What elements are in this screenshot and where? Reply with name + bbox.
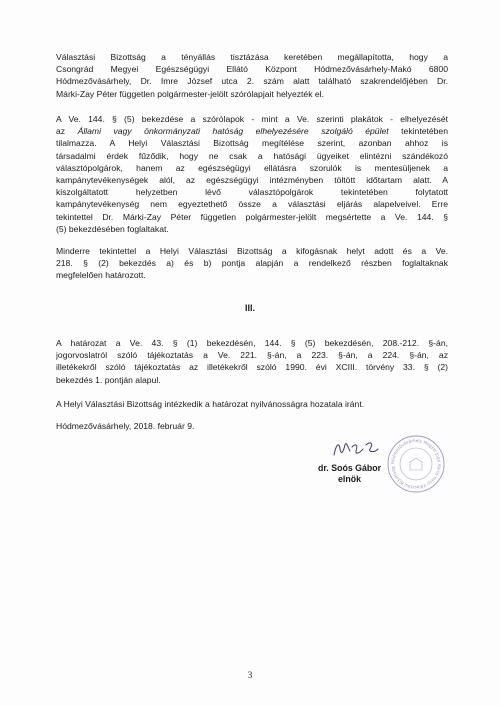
text-line: társadalmi érdek fűződik, hogy ne csak a hatósági ügyeiket elintézni szándékozó <box>56 150 448 161</box>
text-line: A határozat a Ve. 43. § (1) bekezdésén, 144. § (5) bekezdésén, 208.-212. §-án, <box>56 338 448 348</box>
text-line: kampánytevékenységek alól, az egészségügyi intézményben töltött időtartam alatt. A <box>56 175 448 186</box>
text-fragment: tekintetében <box>388 126 448 137</box>
text-line: Csongrád Megyei Egészségügyi Ellátó Központ Hódmezővásárhely-Makó 6800 <box>56 64 448 75</box>
paragraph-legal-reasoning <box>56 113 448 235</box>
page-number: 3 <box>247 670 253 680</box>
text-line: A Helyi Választási Bizottság intézkedik a határozat nyilvánosságra hozatala iránt. <box>56 399 365 409</box>
text-fragment: az <box>56 126 78 137</box>
paragraph-publication <box>56 398 448 410</box>
text-line: bekezdés 1. pontján alapul. <box>56 374 161 385</box>
text-line-with-italic <box>56 125 448 137</box>
text-line: kampánytevékenység nem egyeztethető össze a választási eljárás alapelveivel. Erre <box>56 199 448 210</box>
signatory-name: dr. Soós Gábor <box>318 463 382 473</box>
text-line: illetékekről szóló tájékoztatás az illetékekről szóló 1990. évi XCIII. törvény 33. § (2) <box>56 362 448 373</box>
text-line: tekintettel Dr. Márki-Zay Péter független polgármester-jelölt megsértette a Ve. 144. § <box>56 211 448 222</box>
paragraph-findings <box>56 51 448 100</box>
text-line: (5) bekezdésében foglaltakat. <box>56 223 169 234</box>
place-date: Hódmezővásárhely, 2018. február 9. <box>56 421 195 431</box>
signatory-block <box>318 463 381 485</box>
text-line: kiszolgáltatott helyzetben lévő választópolgárok tekintetében folytatott <box>56 187 448 198</box>
text-line: 218. § (2) bekezdés a) és b) pontja alapján a rendelkező részben foglaltaknak <box>56 258 448 269</box>
text-line: megfelelően határozott. <box>56 270 146 281</box>
official-stamp <box>386 434 446 494</box>
signatory-title: elnök <box>338 474 362 484</box>
paragraph-conclusion <box>56 245 448 282</box>
text-line: jogorvoslatról szóló tájékoztatás a Ve. 221. §-án, a 223. §-án, a 224. §-án, az <box>56 350 448 361</box>
text-line: A Ve. 144. § (5) bekezdése a szórólapok - mint a Ve. szerinti plakátok - elhelyezését <box>56 114 448 124</box>
text-line: választópolgárok, hanem az egészségügyi ellátásra szorulók is mentesüljenek a <box>56 162 448 173</box>
text-line: Márki-Zay Péter független polgármester-jelölt szórólapjait helyezték el. <box>56 88 324 99</box>
text-line: Hódmezővásárhely, Dr. Imre József utca 2. szám alatt található szakrendelőjében Dr. <box>56 76 448 87</box>
text-line: Minderre tekintettel a Helyi Választási Bizottság a kifogásnak helyt adott és a Ve. <box>56 246 448 256</box>
text-line: tilalmazza. A Helyi Választási Bizottság megítélése szerint, azonban ahhoz is <box>56 138 448 149</box>
text-line: Választási Bizottság a tényállás tisztázása keretében megállapította, hogy a <box>56 52 448 62</box>
italic-quote: Állami vagy önkormányzati hatóság elhelyezésére szolgáló épület <box>77 126 389 137</box>
paragraph-legal-basis <box>56 337 448 386</box>
stamp-text: Hódmezővásárhely Megyei Jogú Város Helyi Választási Bizottság <box>389 437 443 491</box>
svg-text:Hódmezővásárhely Megyei Jogú V <box>390 438 442 490</box>
handwritten-signature <box>330 437 388 461</box>
section-heading: III. <box>244 303 255 313</box>
